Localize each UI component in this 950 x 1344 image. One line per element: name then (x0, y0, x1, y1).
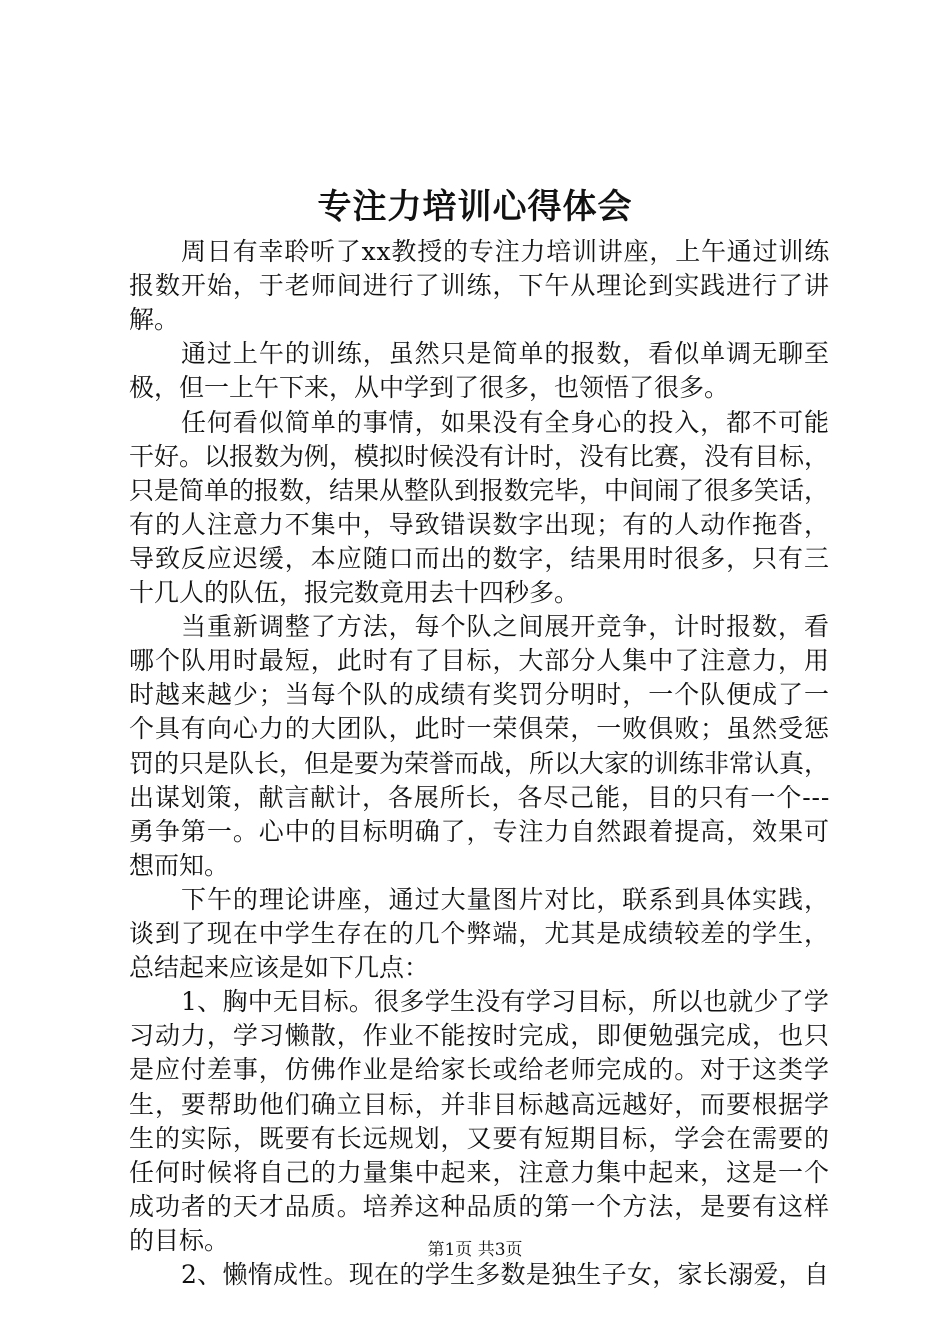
body-line: 周日有幸聆听了xx教授的专注力培训讲座，上午通过训练 (181, 237, 831, 266)
body-line: 的目标。 (129, 1225, 230, 1255)
body-line: 导致反应迟缓，本应随口而出的数字，结果用时很多，只有三 (129, 543, 830, 573)
body-line: 任何时候将自己的力量集中起来，注意力集中起来，这是一个 (129, 1157, 830, 1187)
body-line: 当重新调整了方法，每个队之间展开竞争，计时报数，看 (181, 612, 830, 642)
page-footer: 第1页 共3页 (427, 1240, 523, 1260)
body-line: 有的人注意力不集中，导致错误数字出现；有的人动作拖沓， (129, 509, 830, 539)
body-line: 勇争第一。心中的目标明确了，专注力自然跟着提高，效果可 (129, 816, 830, 846)
body-line: 哪个队用时最短，此时有了目标，大部分人集中了注意力，用 (129, 646, 830, 676)
body-line: 习动力，学习懒散，作业不能按时完成，即便勉强完成，也只 (129, 1021, 830, 1051)
body-line: 1、胸中无目标。很多学生没有学习目标，所以也就少了学 (181, 987, 830, 1017)
body-line: 极，但一上午下来，从中学到了很多，也领悟了很多。 (129, 373, 730, 403)
body-line: 是应付差事，仿佛作业是给家长或给老师完成的。对于这类学 (129, 1055, 830, 1085)
body-line: 任何看似简单的事情，如果没有全身心的投入，都不可能 (181, 407, 830, 437)
body-line: 谈到了现在中学生存在的几个弊端，尤其是成绩较差的学生， (129, 919, 830, 948)
body-line: 解。 (129, 305, 180, 335)
document-title: 专注力培训心得体会 (317, 187, 633, 227)
body-line: 生的实际，既要有长远规划，又要有短期目标，学会在需要的 (129, 1123, 830, 1153)
body-line: 成功者的天才品质。培养这种品质的第一个方法，是要有这样 (129, 1191, 830, 1221)
body-line: 只是简单的报数，结果从整队到报数完毕，中间闹了很多笑话， (129, 475, 830, 505)
body-line: 2、懒惰成性。现在的学生多数是独生子女，家长溺爱，自 (181, 1260, 830, 1289)
body-line: 十几人的队伍，报完数竟用去十四秒多。 (129, 578, 580, 607)
body-line: 报数开始，于老师间进行了训练，下午从理论到实践进行了讲 (129, 271, 830, 301)
body-line: 出谋划策，献言献计，各展所长，各尽己能，目的只有一个--- (129, 782, 831, 812)
body-line: 生，要帮助他们确立目标，并非目标越高远越好，而要根据学 (129, 1089, 830, 1119)
body-line: 干好。以报数为例，模拟时候没有计时，没有比赛，没有目标， (129, 441, 830, 471)
body-line: 通过上午的训练，虽然只是简单的报数，看似单调无聊至 (181, 339, 830, 369)
body-line: 罚的只是队长，但是要为荣誉而战，所以大家的训练非常认真， (129, 748, 830, 778)
body-line: 总结起来应该是如下几点： (129, 953, 430, 983)
body-line: 想而知。 (129, 850, 230, 880)
body-line: 个具有向心力的大团队，此时一荣俱荣，一败俱败；虽然受惩 (129, 714, 830, 744)
body-line: 时越来越少；当每个队的成绩有奖罚分明时，一个队便成了一 (129, 680, 830, 710)
body-line: 下午的理论讲座，通过大量图片对比，联系到具体实践， (181, 884, 830, 914)
